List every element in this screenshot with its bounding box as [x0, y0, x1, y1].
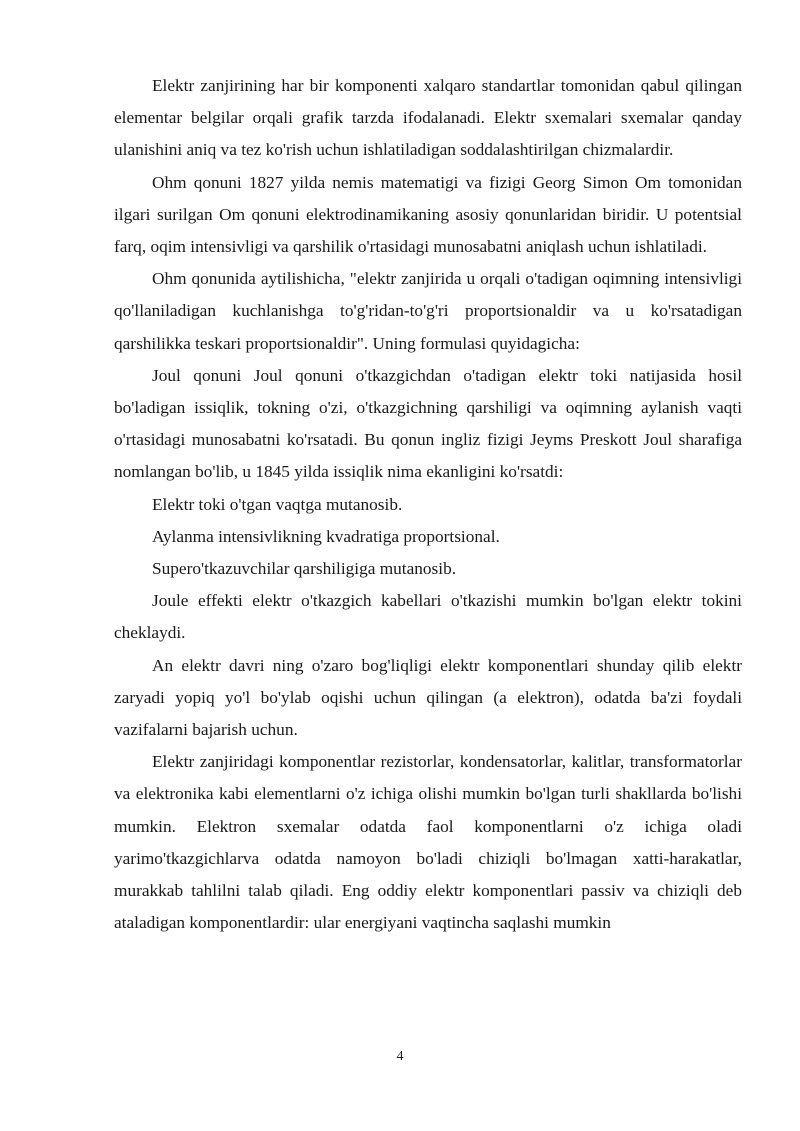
paragraph: Elektr zanjiridagi komponentlar rezistorlar, kondensatorlar, kalitlar, transformatorlar va elektronika kabi elementlarni o'z ichiga olishi mumkin bo'lgan turli shakllarda bo'lishi mumkin. Elektron sxemalar odatda faol komponentlarni o'z ichiga oladi yarimo'tkazgichlarva odatda namoyon bo'ladi chiziqli bo'lmagan xatti-harakatlar, murakkab tahlilni talab qiladi. Eng oddiy elektr komponentlari passiv va chiziqli deb ataladigan komponentlardir: ular energiyani vaqtincha saqlashi mumkin	[114, 752, 742, 933]
paragraph: Ohm qonuni 1827 yilda nemis matematigi va fizigi Georg Simon Om tomonidan ilgari surilgan Om qonuni elektrodinamikaning asosiy qonunlaridan biridir. U potentsial farq, oqim intensivligi va qarshilik o'rtasidagi munosabatni aniqlash uchun ishlatiladi.	[114, 172, 742, 257]
paragraph: Elektr toki o'tgan vaqtga mutanosib.	[152, 494, 403, 514]
body-text	[114, 70, 742, 939]
paragraph: An elektr davri ning o'zaro bog'liqligi elektr komponentlari shunday qilib elektr zaryadi yopiq yo'l bo'ylab oqishi uchun qilingan (a elektron), odatda ba'zi foydali vazifalarni bajarish uchun.	[114, 655, 742, 740]
paragraph: Ohm qonunida aytilishicha, "elektr zanjirida u orqali o'tadigan oqimning intensivligi qo'llaniladigan kuchlanishga to'g'ridan-to'g'ri proportsionaldir va u ko'rsatadigan qarshilikka teskari proportsionaldir". Uning formulasi quyidagicha:	[114, 269, 742, 353]
page-number: 4	[396, 1049, 404, 1064]
paragraph: Joule effekti elektr o'tkazgich kabellari o'tkazishi mumkin bo'lgan elektr tokini cheklaydi.	[114, 591, 742, 643]
paragraph: Supero'tkazuvchilar qarshiligiga mutanosib.	[152, 559, 457, 579]
paragraph: Elektr zanjirining har bir komponenti xalqaro standartlar tomonidan qabul qilingan elementar belgilar orqali grafik tarzda ifodalanadi. Elektr sxemalari sxemalar qanday ulanishini aniq va tez ko'rish uchun ishlatiladigan soddalashtirilgan chizmalardir.	[114, 76, 742, 160]
paragraph: Joul qonuni Joul qonuni o'tkazgichdan o'tadigan elektr toki natijasida hosil bo'ladigan issiqlik, tokning o'zi, o'tkazgichning qarshiligi va oqimning aylanish vaqti o'rtasidagi munosabatni ko'rsatadi. Bu qonun ingliz fizigi Jeyms Preskott Joul sharafiga nomlangan bo'lib, u 1845 yilda issiqlik nima ekanligini ko'rsatdi:	[114, 365, 742, 482]
paragraph: Aylanma intensivlikning kvadratiga proportsional.	[152, 526, 500, 546]
